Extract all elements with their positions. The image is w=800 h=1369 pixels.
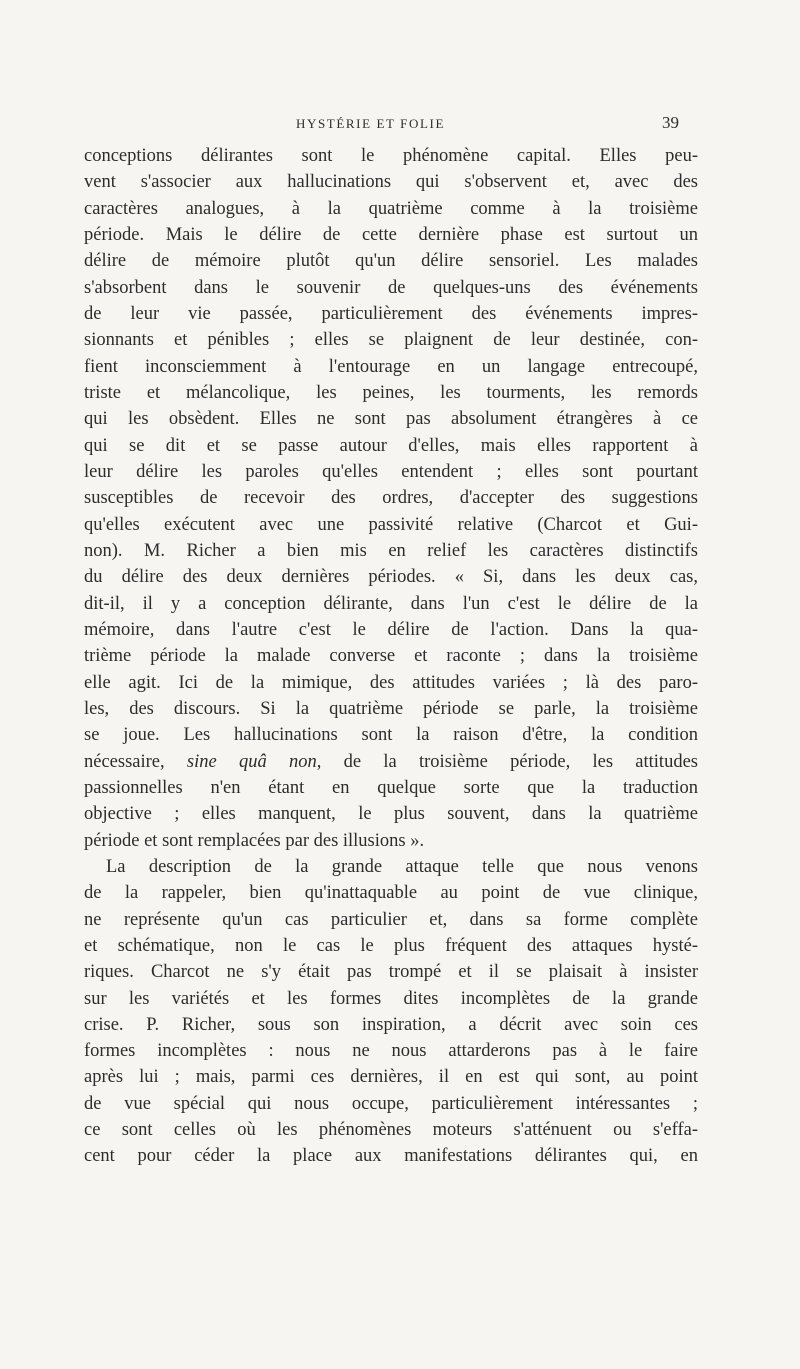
text-line: se joue. Les hallucinations sont la raison d'être, la condition	[84, 725, 698, 746]
body-text	[84, 143, 698, 1170]
text-line: de la rappeler, bien qu'inattaquable au point de vue clinique,	[84, 883, 698, 904]
text-line: caractères analogues, à la quatrième comme à la troisième	[84, 198, 698, 219]
text-line: les, des discours. Si la quatrième période se parle, la troisième	[84, 698, 698, 719]
text-line: dit-il, il y a conception délirante, dans l'un c'est le délire de la	[84, 593, 698, 614]
paragraph	[84, 854, 698, 1170]
text-line: du délire des deux dernières périodes. « Si, dans les deux cas,	[84, 567, 698, 588]
text-line: vent s'associer aux hallucinations qui s'observent et, avec des	[84, 172, 698, 193]
paragraph	[84, 143, 698, 854]
text-line: formes incomplètes : nous ne nous attarderons pas à le faire	[84, 1041, 698, 1062]
text-line: nécessaire, sine quâ non, de la troisième période, les attitudes	[84, 751, 698, 772]
text-line: riques. Charcot ne s'y était pas trompé et il se plaisait à insister	[84, 962, 698, 983]
text-line: et schématique, non le cas le plus fréquent des attaques hysté-	[84, 935, 698, 956]
text-line: objective ; elles manquent, le plus souvent, dans la quatrième	[84, 804, 698, 825]
text-line: passionnelles n'en étant en quelque sorte que la traduction	[84, 777, 698, 798]
text-line: qui les obsèdent. Elles ne sont pas absolument étrangères à ce	[84, 409, 698, 430]
running-title: HYSTÉRIE ET FOLIE	[296, 116, 446, 131]
text-line: ce sont celles où les phénomènes moteurs s'atténuent ou s'effa-	[84, 1120, 698, 1141]
text-line: La description de la grande attaque telle que nous venons	[106, 856, 698, 877]
text-line: fient inconsciemment à l'entourage en un langage entrecoupé,	[84, 356, 698, 377]
text-line: ne représente qu'un cas particulier et, dans sa forme complète	[84, 909, 698, 930]
page-number: 39	[662, 113, 679, 132]
text-line: de leur vie passée, particulièrement des événements impres-	[84, 303, 698, 324]
text-line: qui se dit et se passe autour d'elles, mais elles rapportent à	[84, 435, 698, 456]
latin-phrase: sine quâ non	[186, 751, 317, 772]
text-line: s'absorbent dans le souvenir de quelques-uns des événements	[84, 277, 698, 298]
text-line: période et sont remplacées par des illusions ».	[84, 830, 425, 851]
text-line: sionnants et pénibles ; elles se plaignent de leur destinée, con-	[84, 330, 698, 351]
text-line: elle agit. Ici de la mimique, des attitudes variées ; là des paro-	[84, 672, 698, 693]
text-line: triste et mélancolique, les peines, les tourments, les remords	[84, 382, 698, 403]
text-line: sur les variétés et les formes dites incomplètes de la grande	[84, 988, 698, 1009]
text-line: crise. P. Richer, sous son inspiration, a décrit avec soin ces	[84, 1014, 698, 1035]
text-line: non). M. Richer a bien mis en relief les caractères distinctifs	[84, 540, 698, 561]
text-line: cent pour céder la place aux manifestations délirantes qui, en	[84, 1146, 698, 1167]
running-head	[0, 113, 800, 139]
text-line: mémoire, dans l'autre c'est le délire de l'action. Dans la qua-	[84, 619, 698, 640]
text-line: de vue spécial qui nous occupe, particulièrement intéressantes ;	[84, 1093, 698, 1114]
text-line: susceptibles de recevoir des ordres, d'accepter des suggestions	[84, 488, 698, 509]
text-line: conceptions délirantes sont le phénomène capital. Elles peu-	[84, 146, 698, 166]
text-line: délire de mémoire plutôt qu'un délire sensoriel. Les malades	[84, 251, 698, 272]
text-line: trième période la malade converse et raconte ; dans la troisième	[84, 646, 698, 667]
text-line: période. Mais le délire de cette dernière phase est surtout un	[84, 224, 698, 245]
text-line: leur délire les paroles qu'elles entendent ; elles sont pourtant	[84, 461, 698, 482]
text-line: après lui ; mais, parmi ces dernières, il en est qui sont, au point	[84, 1067, 698, 1088]
text-line: qu'elles exécutent avec une passivité relative (Charcot et Gui-	[84, 514, 698, 535]
